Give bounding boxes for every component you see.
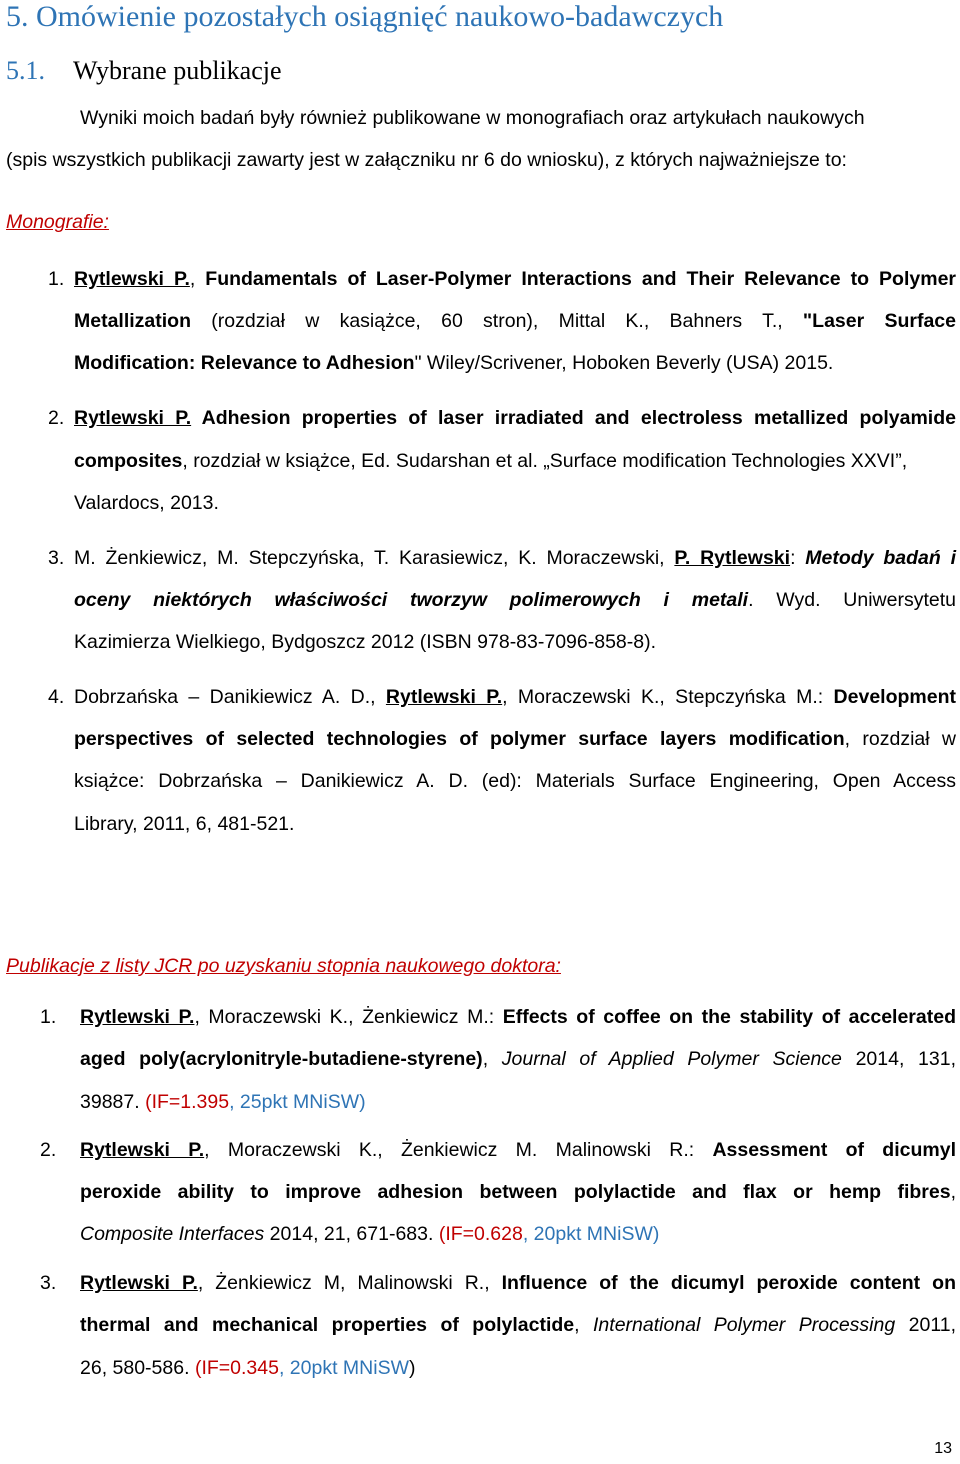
subsection-title: Wybrane publikacje: [73, 56, 282, 85]
page-number: 13: [934, 1440, 952, 1457]
mono-3-line-3: Kazimierza Wielkiego, Bydgoszcz 2012 (ISBN 978-83-7096-858-8).: [74, 631, 657, 653]
jcr-1-impact-factor: IF=1.395: [151, 1091, 230, 1113]
jcr-2-line-1: Rytlewski P., Moraczewski K., Żenkiewicz M. Malinowski R.: Assessment of dicumyl: [80, 1139, 956, 1161]
subsection-heading: [6, 56, 282, 86]
jcr-1-author: Rytlewski P.: [80, 1006, 195, 1028]
jcr-2-title: Assessment of dicumyl: [712, 1139, 956, 1161]
mono-2-line-1: [74, 405, 956, 431]
intro-line-2: (spis wszystkich publikacji zawarty jest w załączniku nr 6 do wniosku), z których najważniejsze to:: [6, 149, 847, 171]
jcr-1-line-1: Rytlewski P., Moraczewski K., Żenkiewicz M.: Effects of coffee on the stability of accelerated: [80, 1006, 956, 1028]
mono-2-number: 2.: [48, 407, 65, 429]
jcr-2-impact-factor: IF=0.628: [445, 1223, 523, 1245]
mono-4-title: Development: [833, 686, 956, 708]
jcr-3-author: Rytlewski P.: [80, 1272, 198, 1294]
jcr-2-line-2: peroxide ability to improve adhesion between polylactide and flax or hemp fibres,: [80, 1181, 956, 1203]
mono-4-line-4: Library, 2011, 6, 481-521.: [74, 813, 295, 835]
mono-1-title: Fundamentals of Laser-Polymer Interactions and Their Relevance to Polymer: [195, 268, 956, 290]
jcr-3-line-2: thermal and mechanical properties of polylactide, International Polymer Processing 2011,: [80, 1314, 956, 1336]
jcr-2-points: , 20pkt MNiSW): [522, 1223, 660, 1245]
jcr-1-journal: Journal of Applied Polymer Science: [501, 1048, 842, 1070]
mono-4-number: 4.: [48, 686, 65, 708]
mono-2-line-3: Valardocs, 2013.: [74, 492, 219, 514]
mono-1-number: 1.: [48, 268, 65, 290]
mono-3-title: Metody badań i: [805, 547, 956, 569]
jcr-2-author: Rytlewski P.: [80, 1139, 205, 1161]
mono-1-line-3: Modification: Relevance to Adhesion" Wiley/Scrivener, Hoboken Beverly (USA) 2015.: [74, 352, 834, 374]
jcr-2-journal: Composite Interfaces: [80, 1223, 265, 1245]
mono-4-author: Rytlewski P.: [385, 686, 503, 708]
jcr-3-impact-factor: IF=0.345: [201, 1357, 279, 1379]
jcr-3-line-1: Rytlewski P., Żenkiewicz M, Malinowski R., Influence of the dicumyl peroxide content on: [80, 1272, 956, 1294]
subsection-number: 5.1.: [6, 56, 45, 85]
mono-3-line-1: M. Żenkiewicz, M. Stepczyńska, T. Karasiewicz, K. Moraczewski, P. Rytlewski: Metody badań i: [74, 547, 956, 569]
mono-4-line-2: perspectives of selected technologies of polymer surface layers modification, rozdział w: [74, 728, 956, 750]
mono-4-line-3: książce: Dobrzańska – Danikiewicz A. D. (ed): Materials Surface Engineering, Open Access: [74, 770, 956, 792]
intro-line-1: Wyniki moich badań były również publikowane w monografiach oraz artykułach naukowych: [80, 107, 865, 129]
mono-2-title: Adhesion properties of laser irradiated and electroless metallized polyamide: [191, 407, 956, 429]
mono-3-author: P. Rytlewski: [674, 547, 791, 569]
jcr-1-points: , 25pkt MNiSW): [229, 1091, 366, 1113]
mono-2-line-2: composites, rozdział w książce, Ed. Sudarshan et al. „Surface modification Technologies XXVI”,: [74, 450, 908, 472]
jcr-heading: Publikacje z listy JCR po uzyskaniu stopnia naukowego doktora:: [6, 955, 561, 977]
mono-1-line-1: Rytlewski P., Fundamentals of Laser-Polymer Interactions and Their Relevance to Polymer: [74, 268, 956, 290]
monografie-heading: Monografie:: [6, 211, 109, 233]
section-title: 5. Omówienie pozostałych osiągnięć naukowo-badawczych: [6, 0, 724, 33]
mono-3-line-2: oceny niektórych właściwości tworzyw polimerowych i metali. Wyd. Uniwersytetu: [74, 589, 956, 611]
jcr-2-number: 2.: [40, 1139, 57, 1161]
jcr-1-title: Effects of coffee on the stability of accelerated: [502, 1006, 956, 1028]
mono-1-line-2: Metallization (rozdział w kasiążce, 60 stron), Mittal K., Bahners T., "Laser Surface: [74, 310, 956, 332]
mono-1-author: Rytlewski P.: [74, 268, 190, 290]
jcr-3-line-3: 26, 580-586. (IF=0.345, 20pkt MNiSW): [80, 1357, 416, 1379]
mono-4-line-1: Dobrzańska – Danikiewicz A. D., Rytlewski P., Moraczewski K., Stepczyńska M.: Development: [74, 686, 956, 708]
jcr-3-journal: International Polymer Processing: [593, 1314, 896, 1336]
jcr-3-title: Influence of the dicumyl peroxide content on: [501, 1272, 956, 1294]
jcr-2-line-3: Composite Interfaces 2014, 21, 671-683. (IF=0.628, 20pkt MNiSW): [80, 1223, 660, 1245]
jcr-3-number: 3.: [40, 1272, 57, 1294]
mono-2-author: Rytlewski P.: [74, 407, 192, 429]
jcr-1-line-3: 39887. (IF=1.395, 25pkt MNiSW): [80, 1091, 366, 1113]
jcr-1-number: 1.: [40, 1006, 57, 1028]
mono-3-number: 3.: [48, 547, 65, 569]
jcr-1-line-2: aged poly(acrylonitryle-butadiene-styrene), Journal of Applied Polymer Science 2014, 131,: [80, 1048, 956, 1070]
jcr-3-points: , 20pkt MNiSW: [278, 1357, 409, 1379]
